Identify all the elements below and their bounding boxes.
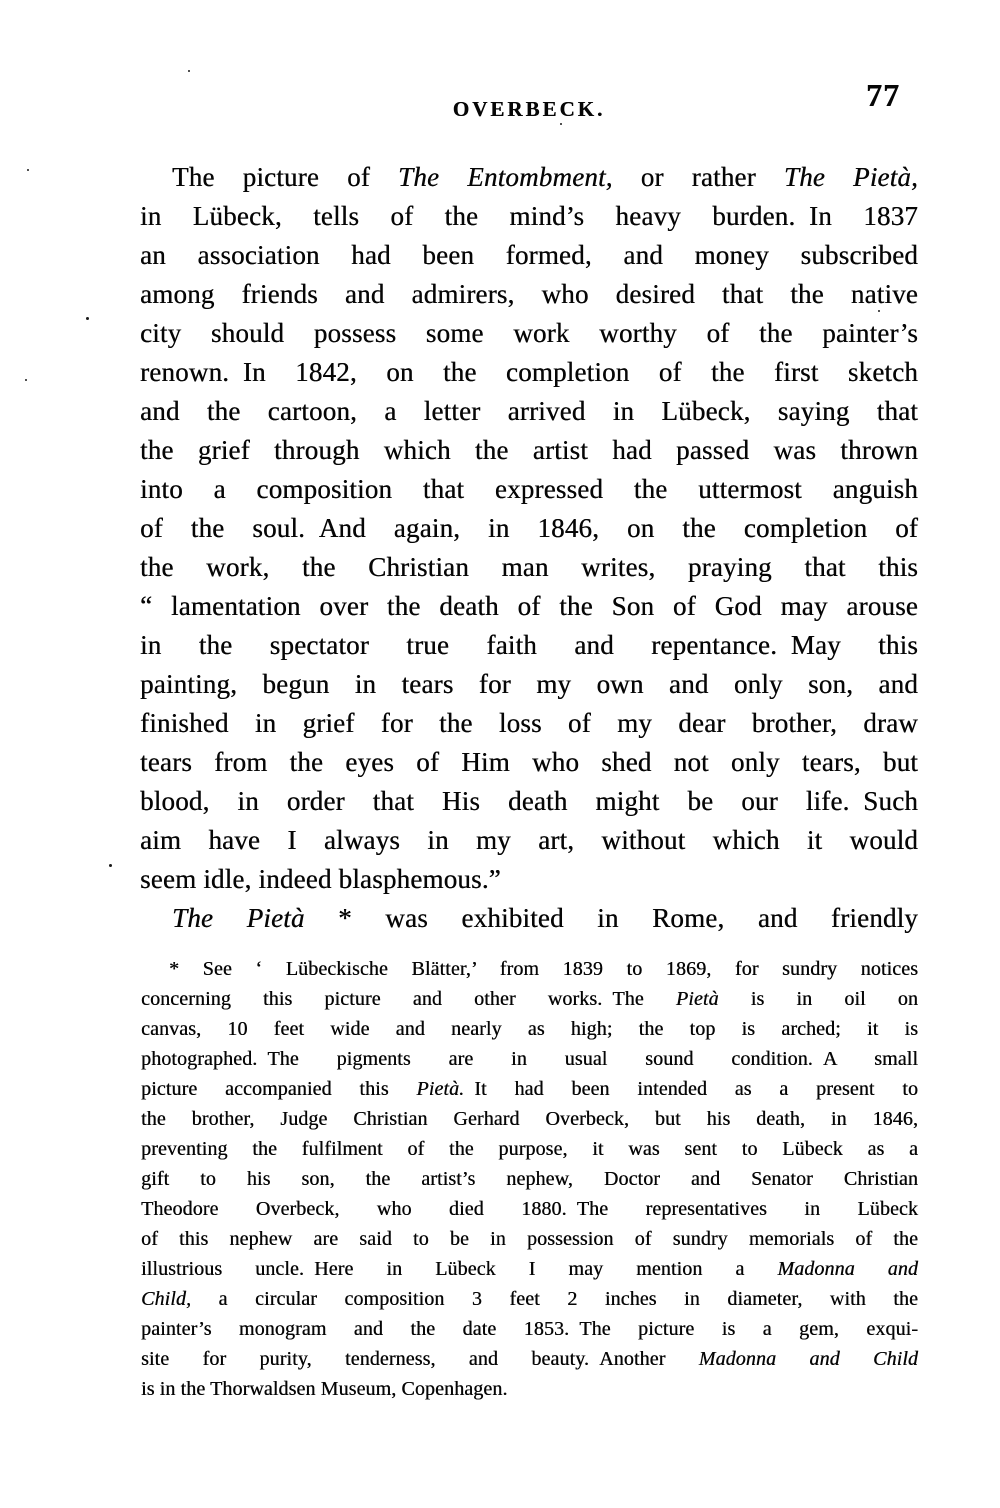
italic-text: The Entombment, xyxy=(398,162,613,192)
text-segment: canvas, 10 feet wide and nearly as high; the top is arched; it is xyxy=(141,1018,918,1040)
text-segment: into a composition that expressed the uttermost anguish xyxy=(140,474,918,504)
text-segment: blood, in order that His death might be our life. Such xyxy=(140,786,918,816)
italic-text: Madonna and xyxy=(777,1258,918,1280)
italic-text: Pietà. xyxy=(416,1078,465,1100)
text-segment: preventing the fulfilment of the purpose, it was sent to Lübeck as a xyxy=(141,1138,918,1160)
text-segment: finished in grief for the loss of my dear brother, draw xyxy=(140,708,918,738)
text-segment: * See ‘ Lübeckische Blätter,’ from 1839 to 1869, for sundry notices xyxy=(169,958,918,980)
text-line xyxy=(140,587,918,626)
footnote-line xyxy=(141,1014,918,1044)
text-line xyxy=(140,626,918,665)
italic-text: Madonna and Child xyxy=(698,1348,918,1370)
footnote-line xyxy=(141,1074,918,1104)
text-segment: tears from the eyes of Him who shed not only tears, but xyxy=(140,747,918,777)
text-line xyxy=(140,275,918,314)
text-segment: It had been intended as a present to xyxy=(464,1078,918,1100)
text-segment: “ lamentation over the death of the Son of God may arouse xyxy=(140,591,918,621)
scan-speck xyxy=(560,123,562,125)
text-segment: in Lübeck, tells of the mind’s heavy burden. In 1837 xyxy=(140,201,918,231)
text-line xyxy=(140,509,918,548)
text-line xyxy=(140,158,918,197)
text-line xyxy=(140,431,918,470)
text-segment: is in oil on xyxy=(718,988,918,1010)
text-line xyxy=(140,197,918,236)
text-segment: photographed. The pigments are in usual sound condition. A small xyxy=(141,1048,918,1070)
text-line xyxy=(140,236,918,275)
text-segment: a circular composition 3 feet 2 inches in diameter, with the xyxy=(191,1288,918,1310)
text-segment: seem idle, indeed blasphemous.” xyxy=(140,864,501,894)
footnote-line xyxy=(141,954,918,984)
text-line xyxy=(140,782,918,821)
text-line xyxy=(140,314,918,353)
text-line xyxy=(140,665,918,704)
italic-text: The Pietà xyxy=(172,903,305,933)
text-segment: the work, the Christian man writes, praying that this xyxy=(140,552,918,582)
text-line xyxy=(140,899,918,938)
text-segment: The picture of xyxy=(172,162,399,192)
text-segment: painting, begun in tears for my own and only son, and xyxy=(140,669,918,699)
text-segment: * was exhibited in Rome, and friendly xyxy=(304,903,919,933)
text-line xyxy=(140,470,918,509)
running-title: OVERBECK. xyxy=(452,97,606,121)
text-segment: gift to his son, the artist’s nephew, Doctor and Senator Christian xyxy=(141,1168,918,1190)
footnote xyxy=(141,954,918,1404)
text-segment: the grief through which the artist had passed was thrown xyxy=(140,435,918,465)
text-segment: picture accompanied this xyxy=(141,1078,417,1100)
footnote-line xyxy=(141,1314,918,1344)
text-segment: painter’s monogram and the date 1853. The picture is a gem, exqui- xyxy=(141,1318,918,1340)
footnote-line xyxy=(141,1194,918,1224)
scan-speck xyxy=(878,310,880,312)
scan-speck xyxy=(109,864,112,867)
text-segment: aim have I always in my art, without which it would xyxy=(140,825,918,855)
text-segment: in the spectator true faith and repentance. May this xyxy=(140,630,918,660)
scan-speck xyxy=(188,70,190,72)
text-segment: of this nephew are said to be in possession of sundry memorials of the xyxy=(141,1228,918,1250)
body-text xyxy=(140,158,918,938)
text-line xyxy=(140,860,918,899)
text-segment: concerning this picture and other works. The xyxy=(141,988,676,1010)
footnote-line xyxy=(141,1224,918,1254)
text-segment: illustrious uncle. Here in Lübeck I may mention a xyxy=(141,1258,778,1280)
text-segment: among friends and admirers, who desired that the native xyxy=(140,279,918,309)
text-segment: city should possess some work worthy of the painter’s xyxy=(140,318,918,348)
text-segment: the brother, Judge Christian Gerhard Overbeck, but his death, in 1846, xyxy=(141,1108,918,1130)
page-number: 77 xyxy=(866,77,900,113)
scan-speck xyxy=(25,379,27,381)
text-segment: an association had been formed, and money subscribed xyxy=(140,240,918,270)
footnote-line xyxy=(141,1044,918,1074)
text-line xyxy=(140,548,918,587)
footnote-line xyxy=(141,1284,918,1314)
footnote-line xyxy=(141,1344,918,1374)
page-header xyxy=(140,77,918,134)
scan-speck xyxy=(27,169,29,171)
text-segment: site for purity, tenderness, and beauty. Another xyxy=(141,1348,699,1370)
footnote-line xyxy=(141,1164,918,1194)
scan-speck xyxy=(86,317,89,320)
footnote-line xyxy=(141,984,918,1014)
text-line xyxy=(140,704,918,743)
footnote-line xyxy=(141,1374,918,1404)
text-segment: and the cartoon, a letter arrived in Lübeck, saying that xyxy=(140,396,918,426)
italic-text: The Pietà, xyxy=(783,162,918,192)
footnote-line xyxy=(141,1104,918,1134)
text-segment: renown. In 1842, on the completion of the first sketch xyxy=(140,357,918,387)
text-line xyxy=(140,743,918,782)
footnote-line xyxy=(141,1254,918,1284)
italic-text: Pietà xyxy=(675,988,719,1010)
text-segment: is in the Thorwaldsen Museum, Copenhagen. xyxy=(141,1378,508,1400)
text-segment: Theodore Overbeck, who died 1880. The representatives in Lübeck xyxy=(141,1198,918,1220)
text-segment: of the soul. And again, in 1846, on the completion of xyxy=(140,513,918,543)
text-line xyxy=(140,821,918,860)
footnote-line xyxy=(141,1134,918,1164)
text-segment: or rather xyxy=(612,162,784,192)
text-line xyxy=(140,353,918,392)
italic-text: Child, xyxy=(141,1288,192,1310)
text-line xyxy=(140,392,918,431)
